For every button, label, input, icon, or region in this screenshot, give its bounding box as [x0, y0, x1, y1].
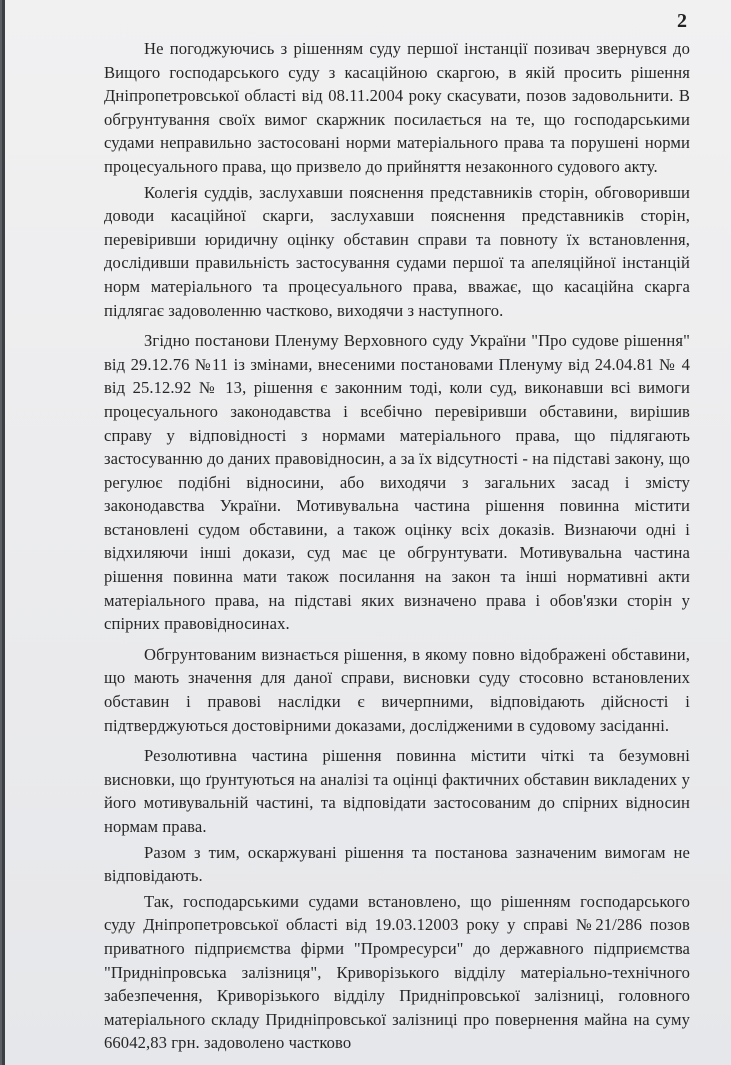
document-body — [104, 37, 690, 1055]
document-page — [2, 0, 731, 1065]
paragraph-panel-review: Колегія суддів, заслухавши пояснення представників сторін, обговоривши доводи касаційної скарги, заслухавши пояснення представників сторін, перевіривши юридичну оцінку обставин справи та повноту їх встановлення, дослідивши правильність застосування судами першої та апеляційної інстанцій норм матеріального та процесуального права, вважає, що касаційна скарга підлягає задоволенню частково, виходячи з наступного. — [104, 182, 690, 320]
page-edge-shadow — [2, 0, 5, 1065]
paragraph-plenum-resolution: Згідно постанови Пленуму Верховного суду України "Про судове рішення" від 29.12.76 №11 із змінами, внесеними постановами Пленуму від 24.04.81 № 4 від 25.12.92 № 13, рішення є законним тоді, коли суд, виконавши всі вимоги процесуального законодавства і всебічно перевіривши обставини, вирішив справу у відповідності з нормами матеріального права, що підлягають застосуванню до даних правовідносин, а за їх відсутності - на підставі закону, що регулює подібні відносини, або виходячи з загальних засад і змісту законодавства України. Мотивувальна частина рішення повинна містити встановлені судом обставини, а також оцінку всіх доказів. Визнаючи одні і відхиляючи інші докази, суд має це обгрунтувати. Мотивувальна частина рішення повинна мати також посилання на закон та інші нормативні акти матеріального права, на підставі яких визначено права і обов'язки сторін у спірних правовідносинах. — [104, 331, 690, 634]
paragraph-operative-part: Резолютивна частина рішення повинна містити чіткі та безумовні висновки, що ґрунтуються на аналізі та оцінці фактичних обставин викладених у його мотивувальній частині, та відповідати застосованим до спірних відносин нормам права. — [104, 746, 690, 836]
page-number: 2 — [677, 10, 687, 32]
paragraph-grounded-decision: Обгрунтованим визнається рішення, в якому повно відображені обставини, що мають значення для даної справи, висновки суду стосовно встановлених обставин і правові наслідки є вичерпними, відповідають дійсності і підтверджуються достовірними доказами, дослідженими в судовому засіданні. — [104, 644, 690, 735]
paragraph-appeal: Не погоджуючись з рішенням суду першої інстанції позивач звернувся до Вищого господарського суду з касаційною скаргою, в якій просить рішення Дніпропетровської області від 08.11.2004 року скасувати, позов задовольнити. В обгрунтування своїх вимог скаржник посилається на те, що господарськими судами неправильно застосовані норми матеріального права та порушені норми процесуального права, що призвело до прийняття незаконного судового акту. — [104, 39, 690, 176]
paragraph-established-facts: Так, господарськими судами встановлено, що рішенням господарського суду Дніпропетровської області від 19.03.12003 року у справі №21/286 позов приватного підприємства фірми "Промресурси" до державного підприємства "Придніпровська залізниця", Криворізького відділу матеріально-технічного забезпечення, Криворізького відділу Придніпровської залізниці, головного матеріального складу Придніпровської залізниці про повернення майна на суму 66042,83 грн. задоволено частково — [104, 891, 690, 1053]
paragraph-nonconformity: Разом з тим, оскаржувані рішення та постанова зазначеним вимогам не відповідають. — [104, 842, 690, 886]
